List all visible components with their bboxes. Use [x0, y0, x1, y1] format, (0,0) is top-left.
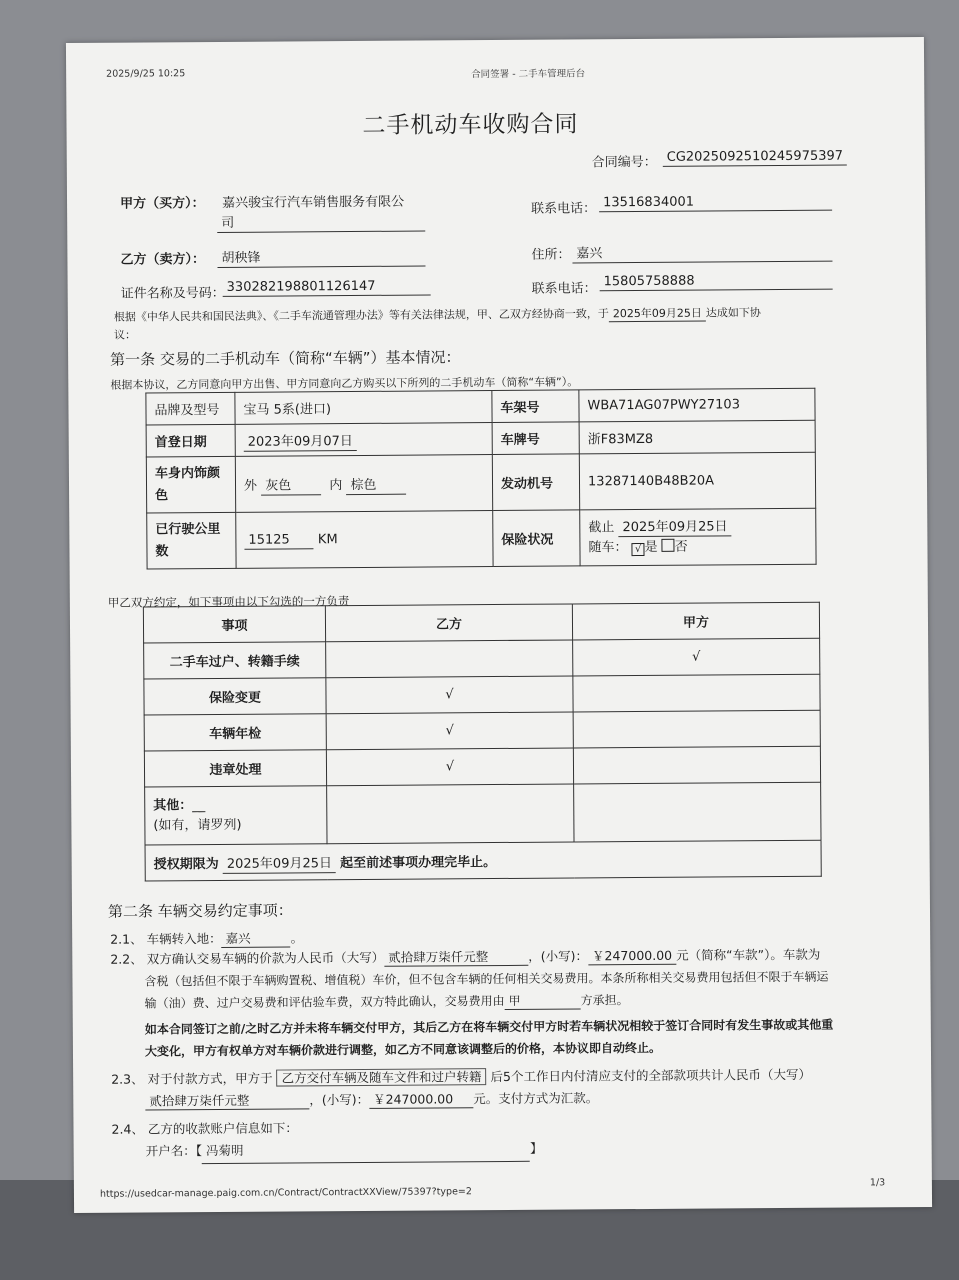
mileage-cell — [236, 511, 493, 569]
duties-table — [143, 602, 822, 882]
interior-color: 棕色 — [346, 478, 406, 495]
duty-row-b: √ — [326, 748, 573, 786]
party-a-name-line1: 嘉兴骏宝行汽车销售服务有限公 — [221, 194, 405, 211]
other-note: (如有，请罗列) — [153, 817, 242, 833]
party-b-phone-label: 联系电话： — [531, 281, 597, 297]
fee-payer: 甲 — [505, 993, 581, 1010]
duty-row-b: √ — [326, 712, 573, 750]
party-a-phone-label: 联系电话： — [531, 201, 597, 217]
party-b-id: 330282198801126147 — [223, 278, 431, 296]
yes-checkbox[interactable]: √ — [632, 542, 645, 555]
price-lower: ￥247000.00 — [588, 948, 676, 966]
article-2-heading: 第二条 车辆交易约定事项： — [107, 901, 293, 921]
party-b-name: 胡秧锋 — [217, 246, 425, 268]
price-upper: 贰拾肆万柒仟元整 — [384, 949, 528, 967]
print-datetime: 2025/9/25 10:25 — [106, 68, 186, 80]
duty-row-a — [573, 710, 820, 748]
duty-row-a: √ — [573, 638, 820, 676]
intro-text-wrap: 议： — [113, 328, 137, 342]
no-checkbox[interactable] — [662, 538, 675, 551]
vin-label: 车架号 — [492, 390, 579, 423]
insurance-label: 保险状况 — [493, 510, 580, 567]
contract-title: 二手机动车收购合同 — [362, 111, 579, 139]
clause-2-3: 2.3、 对于付款方式，甲方于 乙方交付车辆及随车文件和过户转籍 后5个工作日内付清应支付的全部款项共计人民币（大写） 贰拾肆万柒仟元整 ，(小写)： ￥247000.00 元。支付方式为汇款。 — [111, 1063, 871, 1112]
total-upper: 贰拾肆万柒仟元整 — [145, 1092, 309, 1110]
duty-row-a — [573, 674, 820, 712]
duty-row-item: 车辆年检 — [144, 714, 326, 751]
party-a-phone: 13516834001 — [599, 194, 832, 213]
intro-text: 根据《中华人民共和国民法典》、《二手车流通管理办法》等有关法律法规，甲、乙双方经协商一致，于 2025年09月25日 达成如下协 — [113, 306, 761, 324]
price-adjust-clause: 如本合同签订之前/之时乙方并未将车辆交付甲方，其后乙方在将车辆交付甲方时若车辆状况相较于签订合同时有发生事故或其他重 大变化，甲方有权单方对车辆价款进行调整，如乙方不同意该调整后的价格，本协议即自动终止。 — [144, 1017, 834, 1059]
other-b — [327, 784, 574, 844]
party-b-id-label: 证件名称及号码： — [120, 285, 225, 302]
duty-row-item: 二手车过户、转籍手续 — [144, 642, 326, 679]
auth-date: 2025年09月25日 — [223, 856, 336, 874]
reg-date-value: 2023年09月07日 — [244, 434, 357, 452]
article-1-heading: 第一条 交易的二手机动车（简称“车辆”）基本情况： — [110, 348, 461, 369]
engine-label: 发动机号 — [492, 454, 579, 511]
mileage-value: 15125 — [244, 532, 313, 549]
duty-row-b — [326, 640, 573, 678]
total-lower: ￥247000.00 — [369, 1091, 473, 1109]
party-b-address-label: 住所： — [531, 247, 571, 263]
other-a — [574, 782, 821, 842]
color-cell: 外 灰色 内 棕色 — [235, 455, 492, 513]
duty-row-item: 保险变更 — [144, 678, 326, 715]
duties-col-b: 乙方 — [325, 604, 572, 642]
clause-2-2: 2.2、 双方确认交易车辆的价款为人民币（大写） 贰拾肆万柒仟元整 ，(小写)： ￥247000.00 元（简称“车款”）。车款为 含税（包括但不限于车辆购置税、增值税）车价，但不包含车辆的任何相关交易费用。本条所称相关交易费用包括但不限于车辆运 输（油）费、过户交易费和评估验车费，双方特此确认，交易费用由 甲 方承担。 — [110, 946, 829, 1011]
engine-value: 13287140B48B20A — [579, 452, 815, 510]
auth-period-cell: 授权期限为 2025年09月25日 起至前述事项办理完毕止。 — [145, 840, 821, 881]
intro-date: 2025年09月25日 — [609, 307, 706, 323]
other-cell: 其他：__ (如有，请罗列) — [145, 786, 327, 845]
contract-number-value: CG2025092510245975397 — [663, 149, 847, 167]
party-b-phone: 15805758888 — [600, 273, 833, 292]
duties-col-a: 甲方 — [572, 602, 819, 640]
vehicle-info-table — [145, 388, 816, 570]
clause-2-1: 2.1、 车辆转入地： 嘉兴 。 — [110, 930, 304, 947]
article-1-subtext: 根据本协议，乙方同意向甲方出售、甲方同意向乙方购买以下所列的二手机动车（简称“车辆”）。 — [110, 375, 579, 392]
party-b-address: 嘉兴 — [572, 241, 832, 264]
color-label: 车身内饰颜色 — [146, 456, 235, 513]
duties-intro: 甲乙双方约定，如下事项由以下勾选的一方负责 — [107, 594, 350, 610]
duty-row-a — [573, 746, 820, 784]
contract-number-label: 合同编号： — [591, 154, 657, 171]
duties-col-item: 事项 — [143, 606, 325, 643]
insurance-date: 2025年09月25日 — [618, 519, 731, 537]
mileage-label: 已行驶公里数 — [147, 512, 236, 569]
duty-row-item: 违章处理 — [144, 750, 326, 787]
payment-condition: 乙方交付车辆及随车文件和过户转籍 — [276, 1068, 486, 1086]
party-b-label: 乙方（卖方）： — [120, 252, 206, 268]
brand-value: 宝马 5系(进口) — [235, 391, 492, 425]
vin-value: WBA71AG07PWY27103 — [579, 388, 815, 422]
page-number: 1/3 — [869, 1177, 886, 1189]
brand-label: 品牌及型号 — [146, 392, 235, 425]
party-a-name-line2: 司 — [217, 211, 425, 233]
plate-label: 车牌号 — [492, 422, 579, 455]
account-holder: 冯菊明 — [202, 1138, 530, 1164]
party-a-label: 甲方（买方）： — [120, 196, 205, 212]
footer-url: https://usedcar-manage.paig.com.cn/Contract/ContractXXView/75397?type=2 — [99, 1186, 472, 1200]
insurance-cell: 截止 2025年09月25日 随车： √ 是 否 — [580, 508, 816, 566]
reg-date-label: 首登日期 — [146, 424, 235, 457]
print-page-title: 合同签署 - 二手车管理后台 — [471, 68, 586, 81]
other-value: __ — [192, 797, 206, 813]
transfer-destination: 嘉兴 — [222, 930, 291, 947]
exterior-color: 灰色 — [261, 478, 321, 495]
clause-2-4: 2.4、 乙方的收款账户信息如下： 开户名：【 冯菊明 】 — [111, 1116, 542, 1165]
reg-date-cell — [235, 423, 492, 457]
mileage-unit: KM — [317, 532, 338, 548]
contract-page — [66, 37, 932, 1213]
plate-value: 浙F83MZ8 — [579, 420, 815, 454]
duty-row-b: √ — [326, 676, 573, 714]
